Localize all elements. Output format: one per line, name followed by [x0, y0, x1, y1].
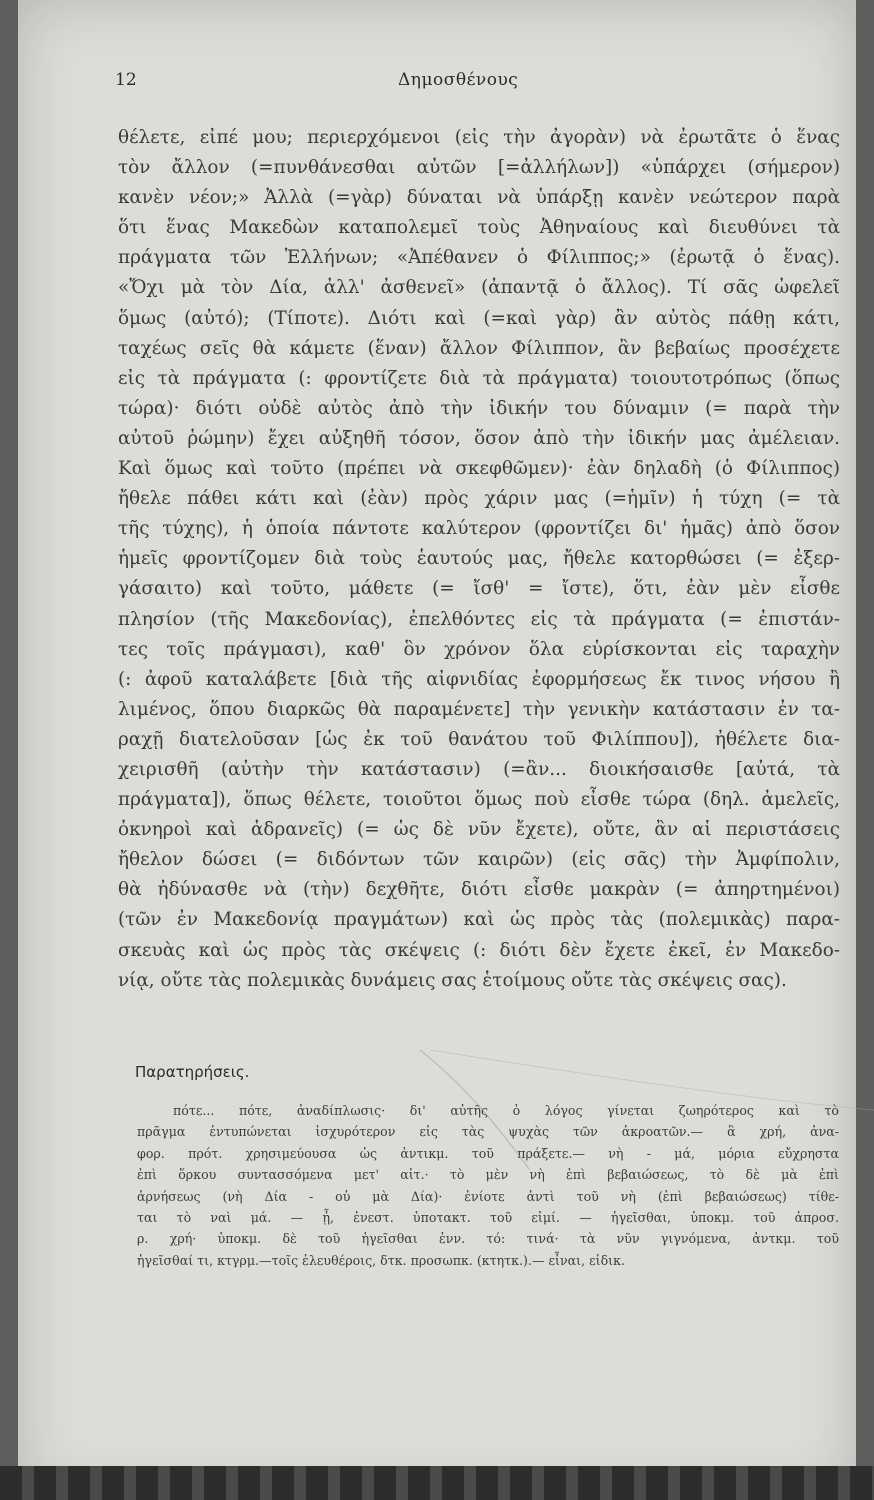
text-line: τώρα)· διότι οὐδὲ αὐτὸς ἀπὸ τὴν ἰδικήν του δύναμιν (= παρὰ τὴν — [118, 397, 840, 419]
text-line: ὅτι ἕνας Μακεδὼν καταπολεμεῖ τοὺς Ἀθηναίους καὶ διευθύνει τὰ — [118, 217, 840, 239]
text-line: αὐτοῦ ῥώμην) ἔχει αὐξηθῆ τόσον, ὅσον ἀπὸ τὴν ἰδικήν μας ἀμέλειαν. — [118, 427, 840, 449]
text-line: ραχῇ διατελοῦσαν [ὡς ἐκ τοῦ θανάτου τοῦ Φιλίππου]), ἠθέλετε δια- — [118, 728, 840, 750]
text-line: εἰς τὰ πράγματα (: φροντίζετε διὰ τὰ πράγματα) τοιουτοτρόπως (ὅπως — [118, 367, 840, 389]
text-line: θὰ ἠδύνασθε νὰ (τὴν) δεχθῆτε, διότι εἶσθε μακρὰν (= ἀπηρτημένοι) — [118, 879, 840, 901]
note-line: πρᾶγμα ἐντυπώνεται ἰσχυρότερον εἰς τὰς ψυχὰς τῶν ἀκροατῶν.— ἃ χρή, ἀνα- — [137, 1124, 839, 1140]
text-line: (τῶν ἐν Μακεδονίᾳ πραγμάτων) καὶ ὡς πρὸς τὰς (πολεμικὰς) παρα- — [118, 909, 840, 931]
text-line: (: ἀφοῦ καταλάβετε [διὰ τῆς αἰφνιδίας ἐφορμήσεως ἔκ τινος νήσου ἢ — [118, 668, 840, 690]
text-line: τὸν ἄλλον (=πυνθάνεσθαι αὐτῶν [=ἀλλήλων]) «ὑπάρχει (σήμερον) — [118, 157, 840, 179]
text-line: θέλετε, εἰπέ μου; περιερχόμενοι (εἰς τὴν ἀγορὰν) νὰ ἐρωτᾶτε ὁ ἕνας — [118, 127, 840, 148]
text-line: κανὲν νέον;» Ἀλλὰ (=γὰρ) δύναται νὰ ὑπάρξῃ κανὲν νεώτερον παρὰ — [118, 187, 840, 209]
text-line: πλησίον (τῆς Μακεδονίας), ἐπελθόντες εἰς τὰ πράγματα (= ἐπιστάν- — [118, 608, 840, 630]
text-line: τῆς τύχης), ἡ ὁποία πάντοτε καλύτερον (φροντίζει δι' ἡμᾶς) ἀπὸ ὅσον — [118, 518, 840, 540]
text-line: τες τοῖς πράγμασι), καθ' ὃν χρόνον ὅλα εὑρίσκονται εἰς ταραχὴν — [118, 638, 840, 660]
text-line: λιμένος, ὅπου διαρκῶς θὰ παραμένετε] τὴν γενικὴν κατάστασιν ἐν τα- — [118, 698, 840, 720]
text-line: χειρισθῆ (αὐτὴν τὴν κατάστασιν) (=ἂν... διοικήσαισθε [αὐτά, τὰ — [118, 758, 840, 780]
text-line: Καὶ ὅμως καὶ τοῦτο (πρέπει νὰ σκεφθῶμεν)· ἐὰν δηλαδὴ (ὁ Φίλιππος) — [118, 458, 840, 480]
note-line: ἀρνήσεως (νὴ Δία - οὐ μὰ Δία)· ἐνίοτε ἀντὶ τοῦ νὴ (ἐπὶ βεβαιώσεως) τίθε- — [137, 1188, 839, 1204]
text-line: γάσαιτο) καὶ τοῦτο, μάθετε (= ἴσθ' = ἴστε), ὅτι, ἐὰν μὲν εἶσθε — [118, 578, 840, 600]
running-head: Δημοσθένους — [398, 70, 519, 90]
page-number: 12 — [115, 70, 137, 90]
text-line: ἤθελε πάθει κάτι καὶ (ἐὰν) πρὸς χάριν μας (=ἡμῖν) ἡ τύχη (= τὰ — [118, 488, 840, 510]
note-line: πότε... πότε, ἀναδίπλωσις· δι' αὐτῆς ὁ λόγος γίνεται ζωηρότερος καὶ τὸ — [173, 1103, 839, 1118]
text-line: «Ὄχι μὰ τὸν Δία, ἀλλ' ἀσθενεῖ» (ἀπαντᾷ ὁ ἄλλος). Τί σᾶς ὠφελεῖ — [118, 277, 840, 299]
page-header — [0, 70, 874, 98]
text-line: ἤθελον δώσει (= διδόντων τῶν καιρῶν) (εἰς σᾶς) τὴν Ἀμφίπολιν, — [118, 849, 840, 871]
note-line: ἐπὶ ὅρκου συντασσόμενα μετ' αἰτ.· τὸ μὲν νὴ ἐπὶ βεβαιώσεως, τὸ δὲ μὰ ἐπὶ — [137, 1167, 839, 1183]
note-line: ρ. χρή· ὑποκμ. δὲ τοῦ ἡγεῖσθαι ἐνν. τό: τινά· τὰ νῦν γιγνόμενα, ἀντκμ. τοῦ — [137, 1231, 839, 1247]
text-line: πράγματα]), ὅπως θέλετε, τοιοῦτοι ὅμως ποὺ εἶσθε τώρα (δηλ. ἀμελεῖς, — [118, 789, 840, 811]
note-line: ἡγεῖσθαί τι, κτγρμ.—τοῖς ἐλευθέροις, δτκ. προσωπκ. (κτητκ.).— εἶναι, εἰδικ. — [137, 1252, 625, 1268]
translation-text — [118, 123, 840, 996]
note-line: φορ. πρότ. χρησιμεύουσα ὡς ἀντικμ. τοῦ πράξετε.— νὴ - μά, μόρια εὔχρηστα — [137, 1145, 839, 1161]
text-line: ταχέως σεῖς θὰ κάμετε (ἕναν) ἄλλον Φίλιππον, ἂν βεβαίως προσέχετε — [118, 337, 840, 359]
text-line: ὀκνηροὶ καὶ ἀδρανεῖς) (= ὡς δὲ νῦν ἔχετε), οὔτε, ἂν αἱ περιστάσεις — [118, 819, 840, 841]
note-line: ται τὸ ναὶ μά. — ᾖ, ἐνεστ. ὑποτακτ. τοῦ εἰμί. — ἡγεῖσθαι, ὑποκμ. τοῦ ἀπροσ. — [137, 1209, 839, 1225]
text-line: σκευὰς καὶ ὡς πρὸς τὰς σκέψεις (: διότι δὲν ἔχετε ἐκεῖ, ἐν Μακεδο- — [118, 939, 840, 961]
text-line: νίᾳ, οὔτε τὰς πολεμικὰς δυνάμεις σας ἑτοίμους οὔτε τὰς σκέψεις σας). — [118, 969, 787, 991]
text-line: ἡμεῖς φροντίζομεν διὰ τοὺς ἑαυτούς μας, ἤθελε κατορθώσει (= ἐξερ- — [118, 548, 840, 570]
notes-text — [137, 1100, 839, 1271]
table-surface — [0, 1466, 874, 1500]
text-line: πράγματα τῶν Ἑλλήνων; «Ἀπέθανεν ὁ Φίλιππος;» (ἐρωτᾷ ὁ ἕνας). — [118, 247, 840, 269]
text-line: ὅμως (αὐτό); (Τίποτε). Διότι καὶ (=καὶ γὰρ) ἂν αὐτὸς πάθῃ κάτι, — [118, 307, 840, 329]
notes-title: Παρατηρήσεις. — [135, 1063, 250, 1081]
